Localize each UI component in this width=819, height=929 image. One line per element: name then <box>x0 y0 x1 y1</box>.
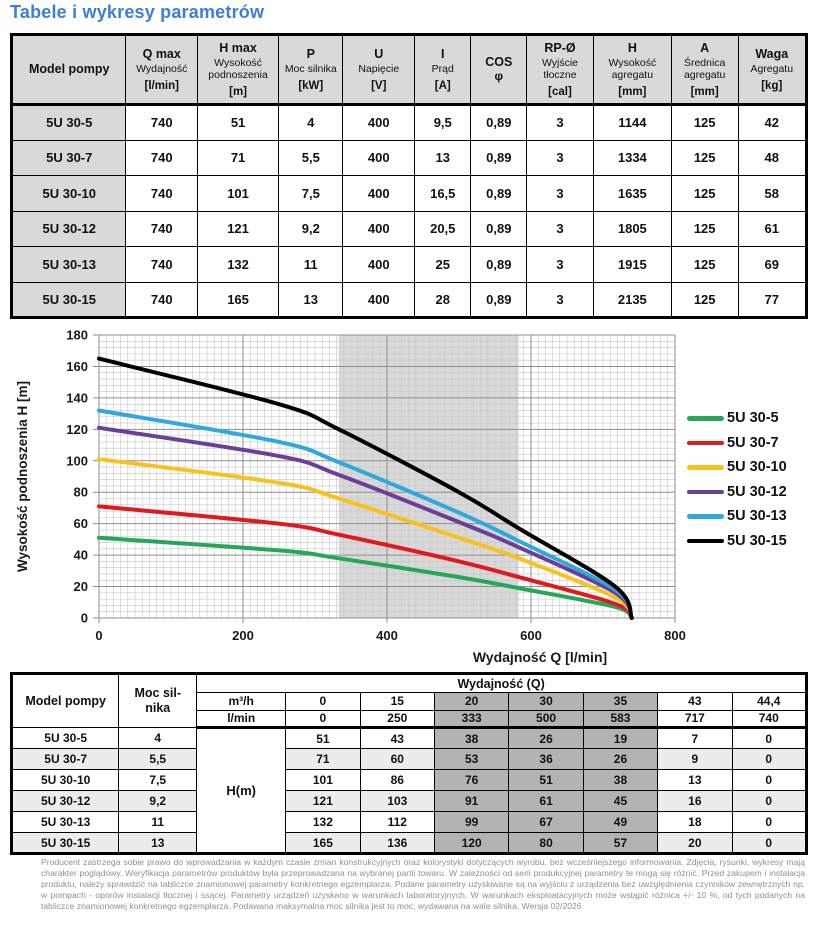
value-cell: 2135 <box>593 282 671 318</box>
value-cell: 60 <box>360 749 434 770</box>
unit-value: 43 <box>658 693 732 711</box>
value-cell: 0 <box>732 749 806 770</box>
model-cell: 5U 30-10 <box>12 176 126 212</box>
legend-label: 5U 30-10 <box>727 459 787 476</box>
column-header-title: I <box>441 47 445 62</box>
column-header-unit: [mm] <box>690 85 719 98</box>
column-header-title: A <box>700 41 710 56</box>
column-header-unit: [V] <box>371 79 387 92</box>
table-row <box>12 728 807 749</box>
column-header-unit: [mm] <box>618 85 647 98</box>
value-cell: 740 <box>126 211 198 247</box>
value-cell: 71 <box>198 140 279 176</box>
column-header <box>471 35 527 105</box>
unit-value: 15 <box>360 693 434 711</box>
table-row <box>12 211 807 247</box>
column-header-subtitle: Wyjście tłoczne <box>541 56 579 81</box>
power-header-line: Moc sil- <box>134 686 182 700</box>
legend-swatch <box>687 514 724 519</box>
unit-value-shaded: 35 <box>583 693 657 711</box>
value-cell: 38 <box>583 770 657 791</box>
value-cell: 49 <box>583 812 657 833</box>
model-cell: 5U 30-13 <box>12 247 126 283</box>
model-header: Model pompy <box>12 674 119 728</box>
y-tick-label: 60 <box>73 516 88 532</box>
y-tick-label: 180 <box>66 327 88 343</box>
value-cell: 400 <box>343 105 415 141</box>
value-cell: 42 <box>738 105 806 141</box>
column-header-subtitle: Wysokość podnoszenia <box>208 56 268 81</box>
value-cell: 9,2 <box>279 211 343 247</box>
value-cell: 3 <box>527 176 594 212</box>
value-cell: 0,89 <box>471 247 527 283</box>
y-tick-label: 160 <box>66 358 88 374</box>
model-cell: 5U 30-12 <box>12 211 126 247</box>
column-header-unit: [cal] <box>548 85 572 98</box>
legend-swatch <box>687 539 724 544</box>
x-tick-label: 200 <box>232 628 254 643</box>
column-header-unit: [l/min] <box>144 79 179 92</box>
y-tick-label: 80 <box>73 484 88 500</box>
legend-item <box>687 431 787 456</box>
value-cell: 0 <box>732 812 806 833</box>
column-header-title: COS <box>485 54 513 69</box>
value-cell: 0,89 <box>471 176 527 212</box>
value-cell: 36 <box>509 749 583 770</box>
value-cell: 0 <box>732 770 806 791</box>
legend-item <box>687 455 787 480</box>
y-tick-label: 120 <box>66 421 88 437</box>
table-row <box>12 176 807 212</box>
table-row <box>12 282 807 318</box>
value-cell: 18 <box>658 812 732 833</box>
legend-label: 5U 30-5 <box>727 410 779 427</box>
value-cell: 101 <box>198 176 279 212</box>
parameters-table-body <box>12 105 807 318</box>
value-cell: 1915 <box>593 247 671 283</box>
unit-label: l/min <box>197 710 286 728</box>
column-header-subtitle: Prąd <box>431 62 454 75</box>
y-tick-label: 100 <box>66 453 88 469</box>
value-cell: 0,89 <box>471 140 527 176</box>
unit-value: 250 <box>360 710 434 728</box>
value-cell: 67 <box>509 812 583 833</box>
unit-value: 717 <box>658 710 732 728</box>
value-cell: 125 <box>671 282 738 318</box>
column-header <box>198 35 279 105</box>
value-cell: 26 <box>509 728 583 749</box>
legend-swatch <box>687 465 724 470</box>
value-cell: 125 <box>671 105 738 141</box>
y-tick-label: 140 <box>66 390 88 406</box>
value-cell: 58 <box>738 176 806 212</box>
value-cell: 26 <box>583 749 657 770</box>
unit-value: 44,4 <box>732 693 806 711</box>
model-cell: 5U 30-5 <box>12 728 119 749</box>
disclaimer-text: Producent zastrzega sobie prawo do wprowadzania w każdym czasie zmian konstrukcyjnych oraz kolorystyki dotyczących wyrobu, bez wcześniejszego informowania. Zdjęcia, rysunki, wykresy mają charakter poglądowy. Weryfikacja parametrów produktów była przeprowadzana na wybranej partii towaru. W zależności od serii produkcyjnej parametry te mogą się różnić. Przed zakupem i instalacja produktu, należy sprawdzić na tabliczce znamionowej parametry konkretnego egzemplarza. Podane parametry uzyskiwane są na wyjściu z urządzenia bez uwzględnienia czynników zewnętrznych np. w pompach - oporów instalacji tłocznej i ssącej. Parametry urządzeń uzyskano w warunkach laboratoryjnych. W warunkach eksploatacyjnych może wstąpić różnica +/- 10 %, od tych podanych na tabliczce znamionowej konkretnego egzemplarza. Podawana maksymalna moc silnika jest to moc, wydawana na wale silnika. Wersja 02/2026 <box>41 857 805 911</box>
y-tick-label: 20 <box>73 579 88 595</box>
table-row <box>12 770 807 791</box>
power-cell: 9,2 <box>119 791 197 812</box>
value-cell: 125 <box>671 140 738 176</box>
value-cell: 136 <box>360 833 434 854</box>
head-unit-cell: H(m) <box>197 728 286 854</box>
legend-label: 5U 30-13 <box>727 508 787 525</box>
value-cell: 25 <box>415 247 471 283</box>
value-cell: 43 <box>360 728 434 749</box>
value-cell: 740 <box>126 140 198 176</box>
value-cell: 20,5 <box>415 211 471 247</box>
value-cell: 125 <box>671 211 738 247</box>
value-cell: 0,89 <box>471 105 527 141</box>
value-cell: 69 <box>738 247 806 283</box>
model-cell: 5U 30-15 <box>12 833 119 854</box>
column-header <box>527 35 594 105</box>
column-header-unit: [kg] <box>761 79 783 92</box>
header-row <box>12 674 807 693</box>
power-header <box>119 674 197 728</box>
model-cell: 5U 30-5 <box>12 105 126 141</box>
column-header-title: H max <box>219 41 257 56</box>
legend-item <box>687 504 787 529</box>
legend-item <box>687 529 787 554</box>
value-cell: 61 <box>738 211 806 247</box>
value-cell: 9,5 <box>415 105 471 141</box>
y-tick-label: 40 <box>73 547 88 563</box>
legend-label: 5U 30-7 <box>727 434 779 451</box>
legend-item <box>687 480 787 505</box>
value-cell: 77 <box>738 282 806 318</box>
value-cell: 86 <box>360 770 434 791</box>
column-header <box>126 35 198 105</box>
column-header <box>415 35 471 105</box>
power-cell: 13 <box>119 833 197 854</box>
value-cell: 71 <box>286 749 360 770</box>
value-cell: 80 <box>509 833 583 854</box>
pump-curves-chart <box>0 320 819 670</box>
column-header-unit: [A] <box>434 79 451 92</box>
value-cell: 121 <box>286 791 360 812</box>
value-cell: 740 <box>126 105 198 141</box>
value-cell: 48 <box>738 140 806 176</box>
legend-label: 5U 30-12 <box>727 483 787 500</box>
column-header-title: P <box>306 47 315 62</box>
value-cell: 101 <box>286 770 360 791</box>
value-cell: 45 <box>583 791 657 812</box>
value-cell: 61 <box>509 791 583 812</box>
column-header-unit: [kW] <box>298 79 324 92</box>
unit-value-shaded: 30 <box>509 693 583 711</box>
model-cell: 5U 30-7 <box>12 749 119 770</box>
value-cell: 4 <box>279 105 343 141</box>
value-cell: 112 <box>360 812 434 833</box>
value-cell: 121 <box>198 211 279 247</box>
legend-swatch <box>687 490 724 495</box>
value-cell: 740 <box>126 282 198 318</box>
value-cell: 1805 <box>593 211 671 247</box>
parameters-table-head <box>12 35 807 105</box>
column-header-title: Waga <box>755 47 789 62</box>
value-cell: 132 <box>286 812 360 833</box>
model-cell: 5U 30-12 <box>12 791 119 812</box>
value-cell: 20 <box>658 833 732 854</box>
value-cell: 3 <box>527 140 594 176</box>
value-cell: 7,5 <box>279 176 343 212</box>
value-cell: 0 <box>732 728 806 749</box>
y-tick-label: 0 <box>80 610 88 626</box>
unit-value-shaded: 333 <box>434 710 508 728</box>
table-row <box>12 791 807 812</box>
value-cell: 0,89 <box>471 211 527 247</box>
value-cell: 51 <box>286 728 360 749</box>
value-cell: 0,89 <box>471 282 527 318</box>
value-cell: 3 <box>527 211 594 247</box>
power-cell: 4 <box>119 728 197 749</box>
value-cell: 740 <box>126 247 198 283</box>
value-cell: 16 <box>658 791 732 812</box>
column-header <box>593 35 671 105</box>
value-cell: 16,5 <box>415 176 471 212</box>
legend-item <box>687 406 787 431</box>
legend-swatch <box>687 441 724 446</box>
value-cell: 53 <box>434 749 508 770</box>
flow-header: Wydajność (Q) <box>197 674 807 693</box>
value-cell: 132 <box>198 247 279 283</box>
value-cell: 1334 <box>593 140 671 176</box>
value-cell: 165 <box>286 833 360 854</box>
value-cell: 3 <box>527 247 594 283</box>
value-cell: 0 <box>732 833 806 854</box>
value-cell: 400 <box>343 247 415 283</box>
value-cell: 13 <box>279 282 343 318</box>
column-header-title: Q max <box>142 47 181 62</box>
x-tick-label: 600 <box>520 628 542 643</box>
value-cell: 1635 <box>593 176 671 212</box>
value-cell: 57 <box>583 833 657 854</box>
value-cell: 125 <box>671 176 738 212</box>
value-cell: 400 <box>343 211 415 247</box>
column-header-subtitle: Napięcie <box>358 62 400 75</box>
value-cell: 76 <box>434 770 508 791</box>
column-header <box>671 35 738 105</box>
value-cell: 5,5 <box>279 140 343 176</box>
unit-value-shaded: 20 <box>434 693 508 711</box>
x-tick-label: 800 <box>664 628 686 643</box>
legend-label: 5U 30-15 <box>727 532 787 549</box>
value-cell: 165 <box>198 282 279 318</box>
legend-swatch <box>687 416 724 421</box>
table-row <box>12 812 807 833</box>
y-axis-label: Wysokość podnoszenia H [m] <box>15 380 30 573</box>
value-cell: 51 <box>509 770 583 791</box>
column-header-title: RP-Ø <box>544 41 576 56</box>
power-header-line: nika <box>145 701 171 715</box>
x-axis-label: Wydajność Q [l/min] <box>472 649 608 665</box>
power-cell: 5,5 <box>119 749 197 770</box>
column-header <box>12 35 126 105</box>
value-cell: 400 <box>343 140 415 176</box>
value-cell: 120 <box>434 833 508 854</box>
value-cell: 13 <box>658 770 732 791</box>
column-header-subtitle: Wysokość agregatu <box>608 56 657 81</box>
column-header-title: H <box>627 41 637 56</box>
value-cell: 11 <box>279 247 343 283</box>
model-cell: 5U 30-13 <box>12 812 119 833</box>
value-cell: 740 <box>126 176 198 212</box>
performance-table-body <box>12 674 807 854</box>
table-row <box>12 247 807 283</box>
value-cell: 103 <box>360 791 434 812</box>
value-cell: 1144 <box>593 105 671 141</box>
value-cell: 13 <box>415 140 471 176</box>
power-cell: 11 <box>119 812 197 833</box>
x-tick-label: 0 <box>95 628 103 643</box>
value-cell: 38 <box>434 728 508 749</box>
unit-label: m³/h <box>197 693 286 711</box>
column-header-title: U <box>374 47 384 62</box>
table-row <box>12 749 807 770</box>
value-cell: 400 <box>343 282 415 318</box>
value-cell: 28 <box>415 282 471 318</box>
chart-legend <box>687 406 787 553</box>
unit-value: 0 <box>286 693 360 711</box>
value-cell: 7 <box>658 728 732 749</box>
column-header-subtitle: Wydajność <box>136 62 188 75</box>
table-row <box>12 140 807 176</box>
value-cell: 91 <box>434 791 508 812</box>
column-header-subtitle: Moc silnika <box>284 62 337 75</box>
value-cell: 3 <box>527 282 594 318</box>
value-cell: 125 <box>671 247 738 283</box>
column-header <box>279 35 343 105</box>
x-tick-label: 400 <box>376 628 398 643</box>
power-cell: 7,5 <box>119 770 197 791</box>
column-header <box>738 35 806 105</box>
column-header-subtitle: φ <box>494 69 504 84</box>
column-header-title: Model pompy <box>28 62 110 77</box>
value-cell: 3 <box>527 105 594 141</box>
table-row <box>12 833 807 854</box>
model-cell: 5U 30-10 <box>12 770 119 791</box>
value-cell: 19 <box>583 728 657 749</box>
column-header-subtitle: Agregatu <box>750 62 794 75</box>
column-header-subtitle: Średnica agregatu <box>683 56 726 81</box>
parameters-table <box>10 33 808 319</box>
column-header <box>343 35 415 105</box>
unit-value: 0 <box>286 710 360 728</box>
value-cell: 0 <box>732 791 806 812</box>
value-cell: 400 <box>343 176 415 212</box>
column-header-unit: [m] <box>229 85 247 98</box>
model-cell: 5U 30-7 <box>12 140 126 176</box>
performance-table <box>10 672 808 855</box>
value-cell: 51 <box>198 105 279 141</box>
unit-value-shaded: 500 <box>509 710 583 728</box>
page-title: Tabele i wykresy parametrów <box>10 2 265 22</box>
value-cell: 99 <box>434 812 508 833</box>
value-cell: 9 <box>658 749 732 770</box>
unit-value: 740 <box>732 710 806 728</box>
unit-value-shaded: 583 <box>583 710 657 728</box>
table-row <box>12 105 807 141</box>
model-cell: 5U 30-15 <box>12 282 126 318</box>
